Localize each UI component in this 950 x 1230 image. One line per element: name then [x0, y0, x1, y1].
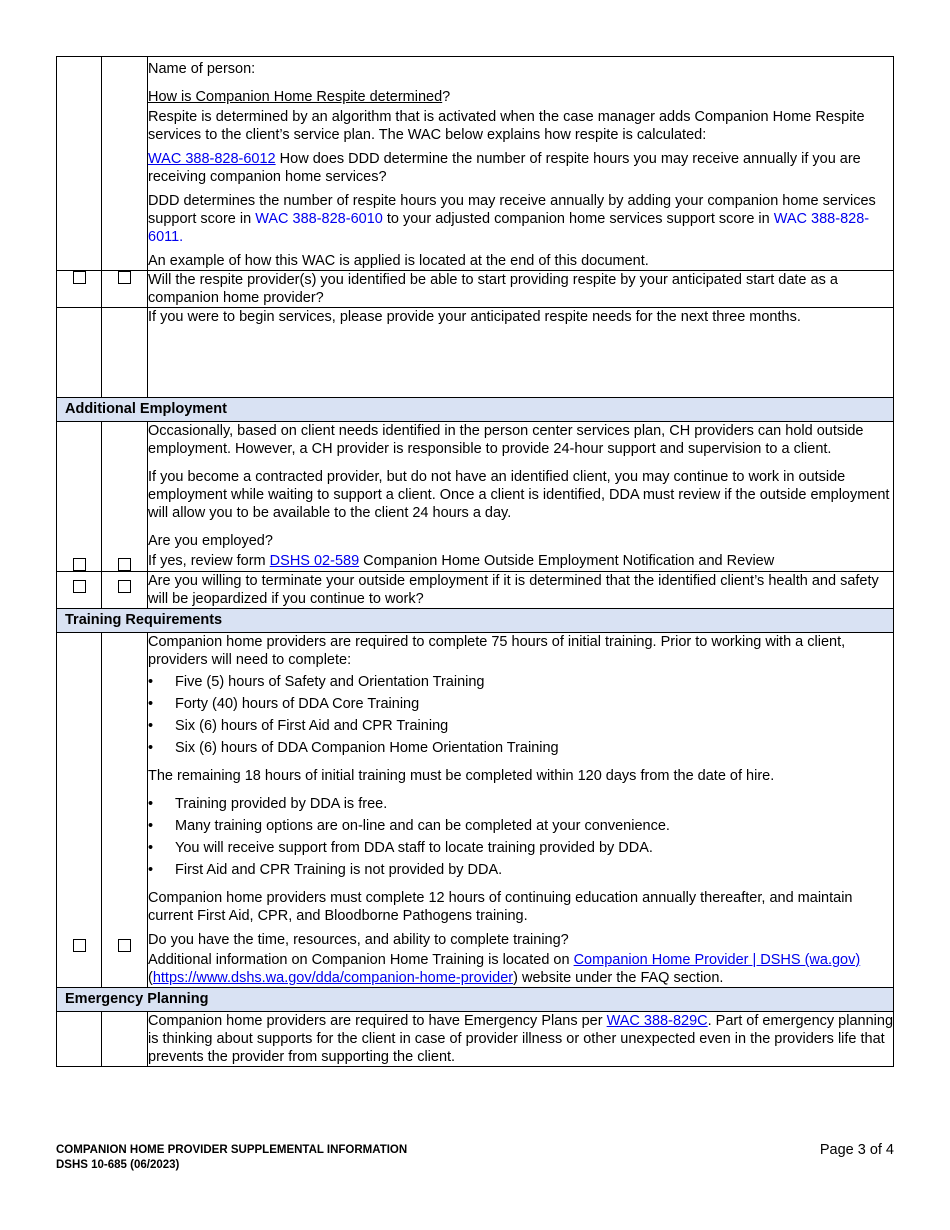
- list-item: • Six (6) hours of First Aid and CPR Training: [148, 717, 893, 735]
- review-form-note: If yes, review form DSHS 02-589 Companion Home Outside Employment Notification and Review: [148, 553, 775, 569]
- list-item: • Five (5) hours of Safety and Orientation Training: [148, 673, 893, 691]
- remaining-training-note: The remaining 18 hours of initial training must be completed within 120 days from the date of hire.: [148, 768, 775, 784]
- footer-form-title: COMPANION HOME PROVIDER SUPPLEMENTAL INFORMATION: [56, 1144, 408, 1156]
- employed-question: Are you employed?: [148, 533, 273, 549]
- respite-start-yes-checkbox[interactable]: [73, 271, 86, 284]
- respite-how-body: Respite is determined by an algorithm that is activated when the case manager adds Companion Home Respite services to the client’s service plan. The WAC below explains how respite is calculated:: [148, 109, 865, 143]
- emergency-planning-header: [57, 988, 894, 1012]
- terminate-question: Are you willing to terminate your outside employment if it is determined that the identified client’s health and safety will be jeopardized if you continue to work?: [148, 572, 894, 609]
- respite-how-heading: How is Companion Home Respite determined?: [148, 89, 451, 105]
- respite-needs-row: [57, 308, 894, 398]
- wac-6011-ref: WAC 388-828-6011.: [148, 211, 870, 245]
- training-requirements-header: [57, 609, 894, 633]
- employed-yes-checkbox[interactable]: [73, 558, 86, 571]
- list-item: • Training provided by DDA is free.: [148, 795, 893, 813]
- list-item: • Forty (40) hours of DDA Core Training: [148, 695, 893, 713]
- respite-info-row: [57, 57, 894, 271]
- respite-start-no-checkbox[interactable]: [118, 271, 131, 284]
- dshs-02-589-link[interactable]: DSHS 02-589: [269, 553, 360, 569]
- footer-form-number: DSHS 10-685 (06/2023): [56, 1159, 180, 1171]
- section-heading: Emergency Planning: [57, 988, 894, 1012]
- respite-start-row: [57, 271, 894, 308]
- emergency-paragraph: Companion home providers are required to have Emergency Plans per WAC 388-829C. Part of emergency planning is thinking about supports for the client in case of provider illness or other unexpected even in the providers life that prevents the provider from supporting the client.: [148, 1013, 894, 1065]
- training-info-row: [57, 633, 894, 988]
- training-question: Do you have the time, resources, and ability to complete training?: [148, 932, 569, 948]
- training-intro: Companion home providers are required to complete 75 hours of initial training. Prior to working with a client, providers will need to complete:: [148, 634, 846, 668]
- respite-needs-question[interactable]: If you were to begin services, please provide your anticipated respite needs for the next three months.: [148, 308, 894, 398]
- wac-6010-ref: WAC 388-828-6010: [255, 211, 383, 227]
- footer-form-info: [56, 1143, 407, 1173]
- employment-paragraph-2: If you become a contracted provider, but do not have an identified client, you may continue to work in outside employment while waiting to support a client. Once a client is identified, DDA must review if the outside employment will allow you to be available to the client 24 hours a day.: [148, 469, 890, 521]
- employed-no-checkbox[interactable]: [118, 558, 131, 571]
- companion-home-provider-link[interactable]: Companion Home Provider | DSHS (wa.gov): [573, 952, 861, 968]
- wac-6012-paragraph: WAC 388-828-6012 How does DDD determine the number of respite hours you may receive annually if you are receiving companion home services?: [148, 151, 861, 185]
- employment-paragraph-1: Occasionally, based on client needs identified in the person center services plan, CH providers can hold outside employment. However, a CH provider is responsible to provide 24-hour support and supervision to a client.: [148, 423, 864, 457]
- list-item: • Many training options are on-line and can be completed at your convenience.: [148, 817, 893, 835]
- name-of-person-label: Name of person:: [148, 61, 256, 77]
- list-item: • First Aid and CPR Training is not provided by DDA.: [148, 861, 893, 879]
- terminate-yes-checkbox[interactable]: [73, 580, 86, 593]
- list-item: • You will receive support from DDA staff to locate training provided by DDA.: [148, 839, 893, 857]
- section-heading: Additional Employment: [57, 398, 894, 422]
- training-yes-checkbox[interactable]: [73, 939, 86, 952]
- page-number: Page 3 of 4: [819, 1142, 894, 1158]
- additional-employment-header: [57, 398, 894, 422]
- wac-388-829c-link[interactable]: WAC 388-829C: [606, 1013, 708, 1029]
- terminate-no-checkbox[interactable]: [118, 580, 131, 593]
- wac-6012-link[interactable]: WAC 388-828-6012: [148, 151, 276, 167]
- training-info-note: Additional information on Companion Home Training is located on Companion Home Provider | DSHS (wa.gov) (https://www.dshs.wa.gov/dda/companion-home-provider) website under the FAQ section.: [148, 952, 861, 986]
- emergency-info-row: [57, 1012, 894, 1067]
- example-note: An example of how this WAC is applied is located at the end of this document.: [148, 253, 649, 269]
- initial-training-list: [148, 673, 893, 757]
- training-facts-list: [148, 795, 893, 879]
- section-heading: Training Requirements: [57, 609, 894, 633]
- terminate-employment-row: [57, 572, 894, 609]
- continuing-education-note: Companion home providers must complete 12 hours of continuing education annually thereafter, and maintain current First Aid, CPR, and Bloodborne Pathogens training.: [148, 890, 853, 924]
- list-item: • Six (6) hours of DDA Companion Home Orientation Training: [148, 739, 893, 757]
- training-no-checkbox[interactable]: [118, 939, 131, 952]
- dshs-url-link[interactable]: https://www.dshs.wa.gov/dda/companion-home-provider: [152, 970, 514, 986]
- respite-start-question: Will the respite provider(s) you identified be able to start providing respite by your anticipated start date as a companion home provider?: [148, 271, 894, 308]
- form-table: [56, 56, 894, 1067]
- employment-info-row: [57, 422, 894, 572]
- ddd-determination-paragraph: DDD determines the number of respite hours you may receive annually by adding your companion home services support score in WAC 388-828-6010 to your adjusted companion home services support score in WAC 388-828-6011.: [148, 193, 876, 245]
